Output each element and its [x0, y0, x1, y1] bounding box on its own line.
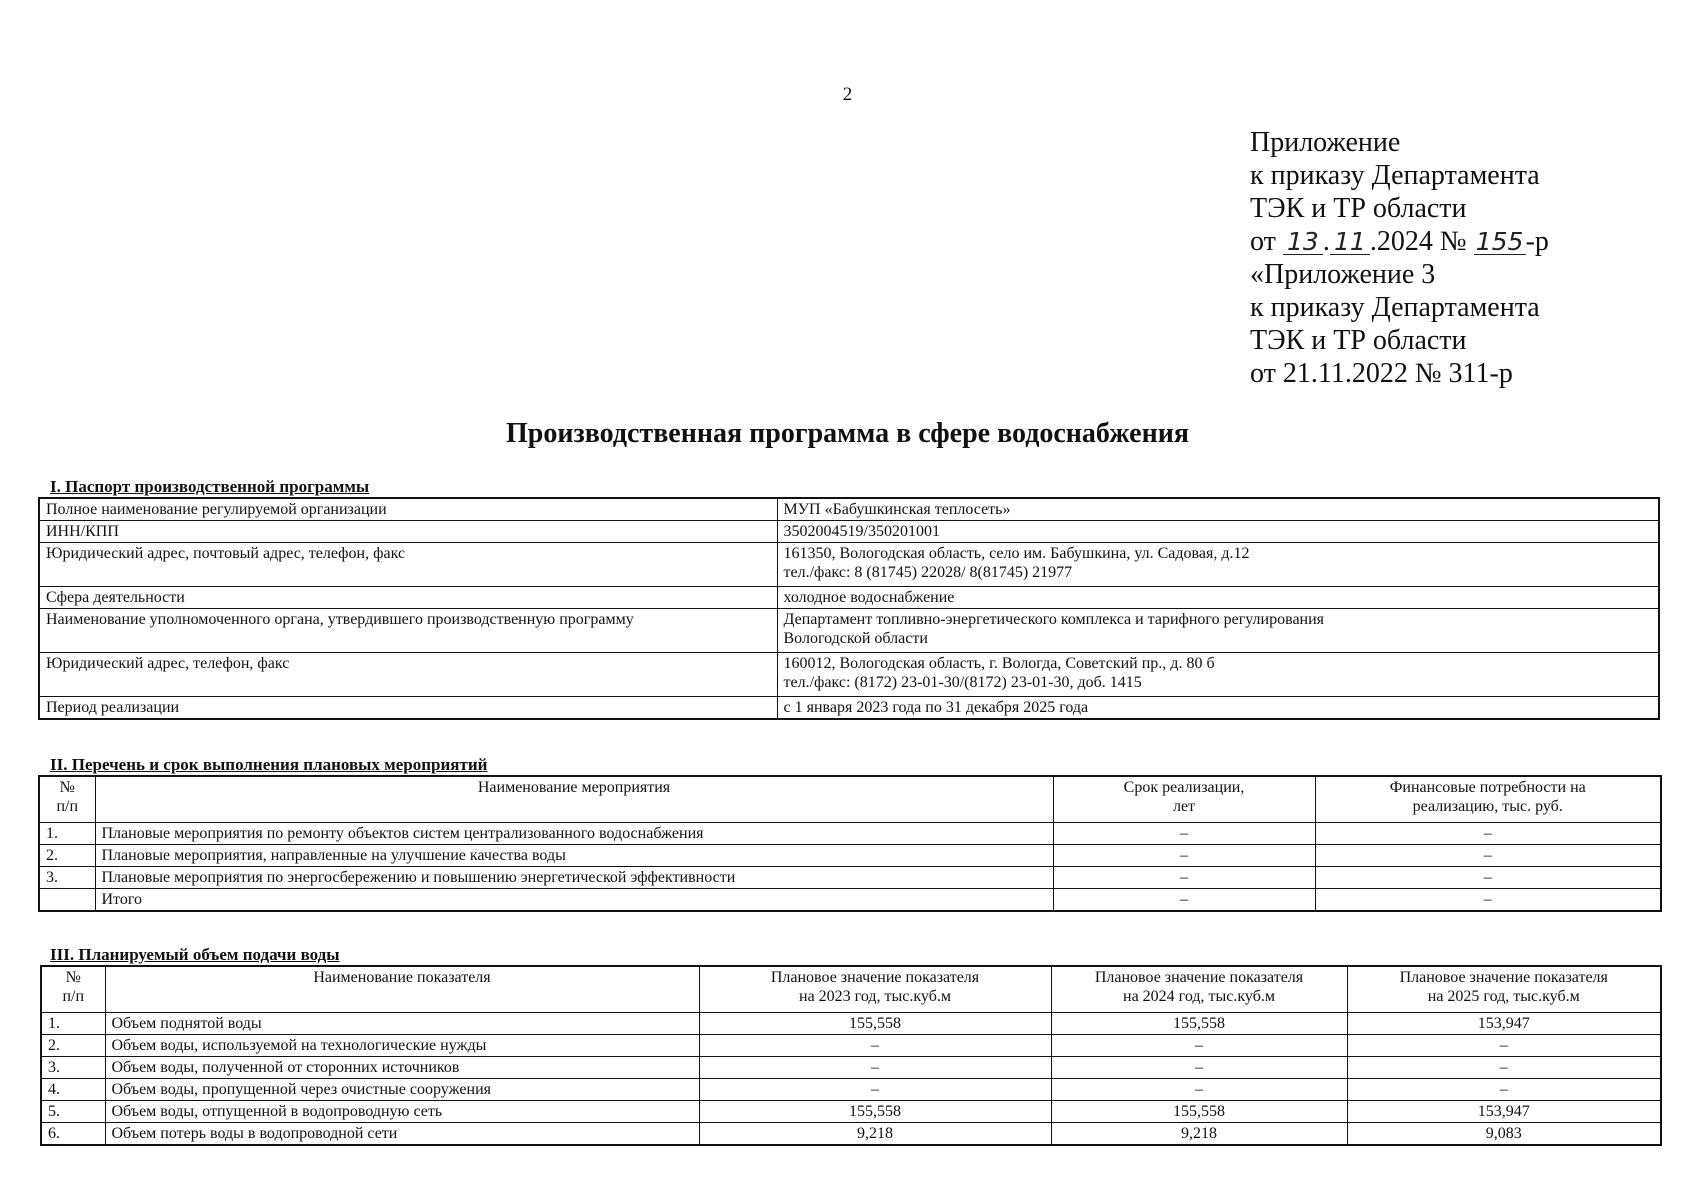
annex-date-line: от 13 . 11 .2024 № 155-р	[1250, 226, 1549, 257]
passport-label: Юридический адрес, телефон, факс	[39, 653, 777, 697]
value-2024: 155,558	[1051, 1012, 1347, 1034]
row-name: Объем поднятой воды	[105, 1012, 699, 1034]
passport-table	[38, 497, 1660, 720]
row-finance: –	[1315, 822, 1661, 844]
document-title: Производственная программа в сфере водоснабжения	[505, 418, 1190, 449]
value-2023: –	[699, 1056, 1051, 1078]
value-2025: 153,947	[1347, 1012, 1661, 1034]
header-cell: Плановое значение показателя на 2025 год, тыс.куб.м	[1347, 966, 1661, 1012]
measures-table	[38, 775, 1662, 912]
row-number: 2.	[41, 1034, 105, 1056]
row-number: 1.	[39, 822, 95, 844]
passport-value: холодное водоснабжение	[777, 587, 1659, 609]
table-row	[41, 1078, 1661, 1100]
header-cell: № п/п	[39, 776, 95, 822]
handwritten-order-number: 155	[1474, 230, 1526, 255]
value-2024: 9,218	[1051, 1122, 1347, 1145]
row-name: Плановые мероприятия по энергосбережению и повышению энергетической эффективности	[95, 866, 1053, 888]
table-row	[39, 521, 1659, 543]
row-finance: –	[1315, 844, 1661, 866]
value-2023: –	[699, 1034, 1051, 1056]
table-row	[41, 1056, 1661, 1078]
row-term: –	[1053, 844, 1315, 866]
header-cell: Финансовые потребности на реализацию, тыс. руб.	[1315, 776, 1661, 822]
table-row	[39, 498, 1659, 521]
header-cell: Срок реализации, лет	[1053, 776, 1315, 822]
value-2024: –	[1051, 1056, 1347, 1078]
value-2023: 9,218	[699, 1122, 1051, 1145]
passport-value: 3502004519/350201001	[777, 521, 1659, 543]
table-row	[39, 543, 1659, 587]
value-2024: –	[1051, 1078, 1347, 1100]
table-row	[39, 822, 1661, 844]
table-header-row	[41, 966, 1661, 1012]
annex-line: «Приложение 3	[1250, 259, 1436, 290]
passport-value: с 1 января 2023 года по 31 декабря 2025 года	[777, 697, 1659, 720]
row-name: Плановые мероприятия по ремонту объектов систем централизованного водоснабжения	[95, 822, 1053, 844]
water-volume-table	[40, 965, 1662, 1146]
section2-title: II. Перечень и срок выполнения плановых мероприятий	[50, 755, 488, 774]
header-cell: Наименование показателя	[105, 966, 699, 1012]
table-row	[39, 866, 1661, 888]
value-2023: 155,558	[699, 1100, 1051, 1122]
table-total-row	[39, 888, 1661, 911]
table-row	[41, 1122, 1661, 1145]
order-suffix: -р	[1525, 226, 1549, 257]
handwritten-month: 11	[1330, 230, 1370, 255]
row-number: 3.	[41, 1056, 105, 1078]
header-cell: Наименование мероприятия	[95, 776, 1053, 822]
value-2025: 153,947	[1347, 1100, 1661, 1122]
date-year-number-label: .2024 №	[1369, 226, 1467, 257]
annex-line: Приложение	[1250, 127, 1401, 158]
header-cell: № п/п	[41, 966, 105, 1012]
row-finance: –	[1315, 866, 1661, 888]
row-name: Итого	[95, 888, 1053, 911]
section1-title: I. Паспорт производственной программы	[50, 477, 370, 496]
passport-label: Сфера деятельности	[39, 587, 777, 609]
value-2023: –	[699, 1078, 1051, 1100]
annex-line: от 21.11.2022 № 311-р	[1250, 358, 1513, 389]
row-name: Объем потерь воды в водопроводной сети	[105, 1122, 699, 1145]
table-row	[41, 1034, 1661, 1056]
row-number: 1.	[41, 1012, 105, 1034]
row-number: 2.	[39, 844, 95, 866]
passport-value: Департамент топливно-энергетического комплекса и тарифного регулирования Вологодской области	[777, 609, 1659, 653]
row-term: –	[1053, 866, 1315, 888]
annex-block	[1250, 126, 1549, 390]
annex-line: ТЭК и ТР области	[1250, 325, 1467, 356]
table-row	[39, 653, 1659, 697]
row-number: 6.	[41, 1122, 105, 1145]
value-2025: –	[1347, 1078, 1661, 1100]
row-number: 3.	[39, 866, 95, 888]
table-header-row	[39, 776, 1661, 822]
passport-label: Наименование уполномоченного органа, утвердившего производственную программу	[39, 609, 777, 653]
section3-title: III. Планируемый объем подачи воды	[50, 945, 340, 964]
value-2025: –	[1347, 1056, 1661, 1078]
passport-value: 161350, Вологодская область, село им. Бабушкина, ул. Садовая, д.12 тел./факс: 8 (81745) 22028/ 8(81745) 21977	[777, 543, 1659, 587]
table-row	[41, 1012, 1661, 1034]
table-row	[39, 587, 1659, 609]
passport-label: Период реализации	[39, 697, 777, 720]
annex-line: ТЭК и ТР области	[1250, 193, 1467, 224]
passport-label: Юридический адрес, почтовый адрес, телефон, факс	[39, 543, 777, 587]
passport-label: ИНН/КПП	[39, 521, 777, 543]
header-cell: Плановое значение показателя на 2023 год, тыс.куб.м	[699, 966, 1051, 1012]
value-2025: 9,083	[1347, 1122, 1661, 1145]
table-row	[39, 844, 1661, 866]
row-finance: –	[1315, 888, 1661, 911]
row-term: –	[1053, 822, 1315, 844]
row-name: Объем воды, полученной от сторонних источников	[105, 1056, 699, 1078]
passport-value: МУП «Бабушкинская теплосеть»	[777, 498, 1659, 521]
row-name: Объем воды, отпущенной в водопроводную сеть	[105, 1100, 699, 1122]
row-term: –	[1053, 888, 1315, 911]
passport-label: Полное наименование регулируемой организации	[39, 498, 777, 521]
handwritten-day: 13	[1283, 230, 1323, 255]
row-number	[39, 888, 95, 911]
value-2025: –	[1347, 1034, 1661, 1056]
table-row	[41, 1100, 1661, 1122]
row-name: Объем воды, пропущенной через очистные сооружения	[105, 1078, 699, 1100]
row-number: 5.	[41, 1100, 105, 1122]
annex-line: к приказу Департамента	[1250, 160, 1540, 191]
row-number: 4.	[41, 1078, 105, 1100]
table-row	[39, 609, 1659, 653]
page-number: 2	[842, 84, 853, 105]
value-2023: 155,558	[699, 1012, 1051, 1034]
header-cell: Плановое значение показателя на 2024 год, тыс.куб.м	[1051, 966, 1347, 1012]
value-2024: –	[1051, 1034, 1347, 1056]
table-row	[39, 697, 1659, 720]
annex-line: к приказу Департамента	[1250, 292, 1540, 323]
row-name: Плановые мероприятия, направленные на улучшение качества воды	[95, 844, 1053, 866]
passport-value: 160012, Вологодская область, г. Вологда, Советский пр., д. 80 б тел./факс: (8172) 23-01-30/(8172) 23-01-30, доб. 1415	[777, 653, 1659, 697]
value-2024: 155,558	[1051, 1100, 1347, 1122]
date-prefix: от	[1250, 226, 1276, 257]
row-name: Объем воды, используемой на технологические нужды	[105, 1034, 699, 1056]
